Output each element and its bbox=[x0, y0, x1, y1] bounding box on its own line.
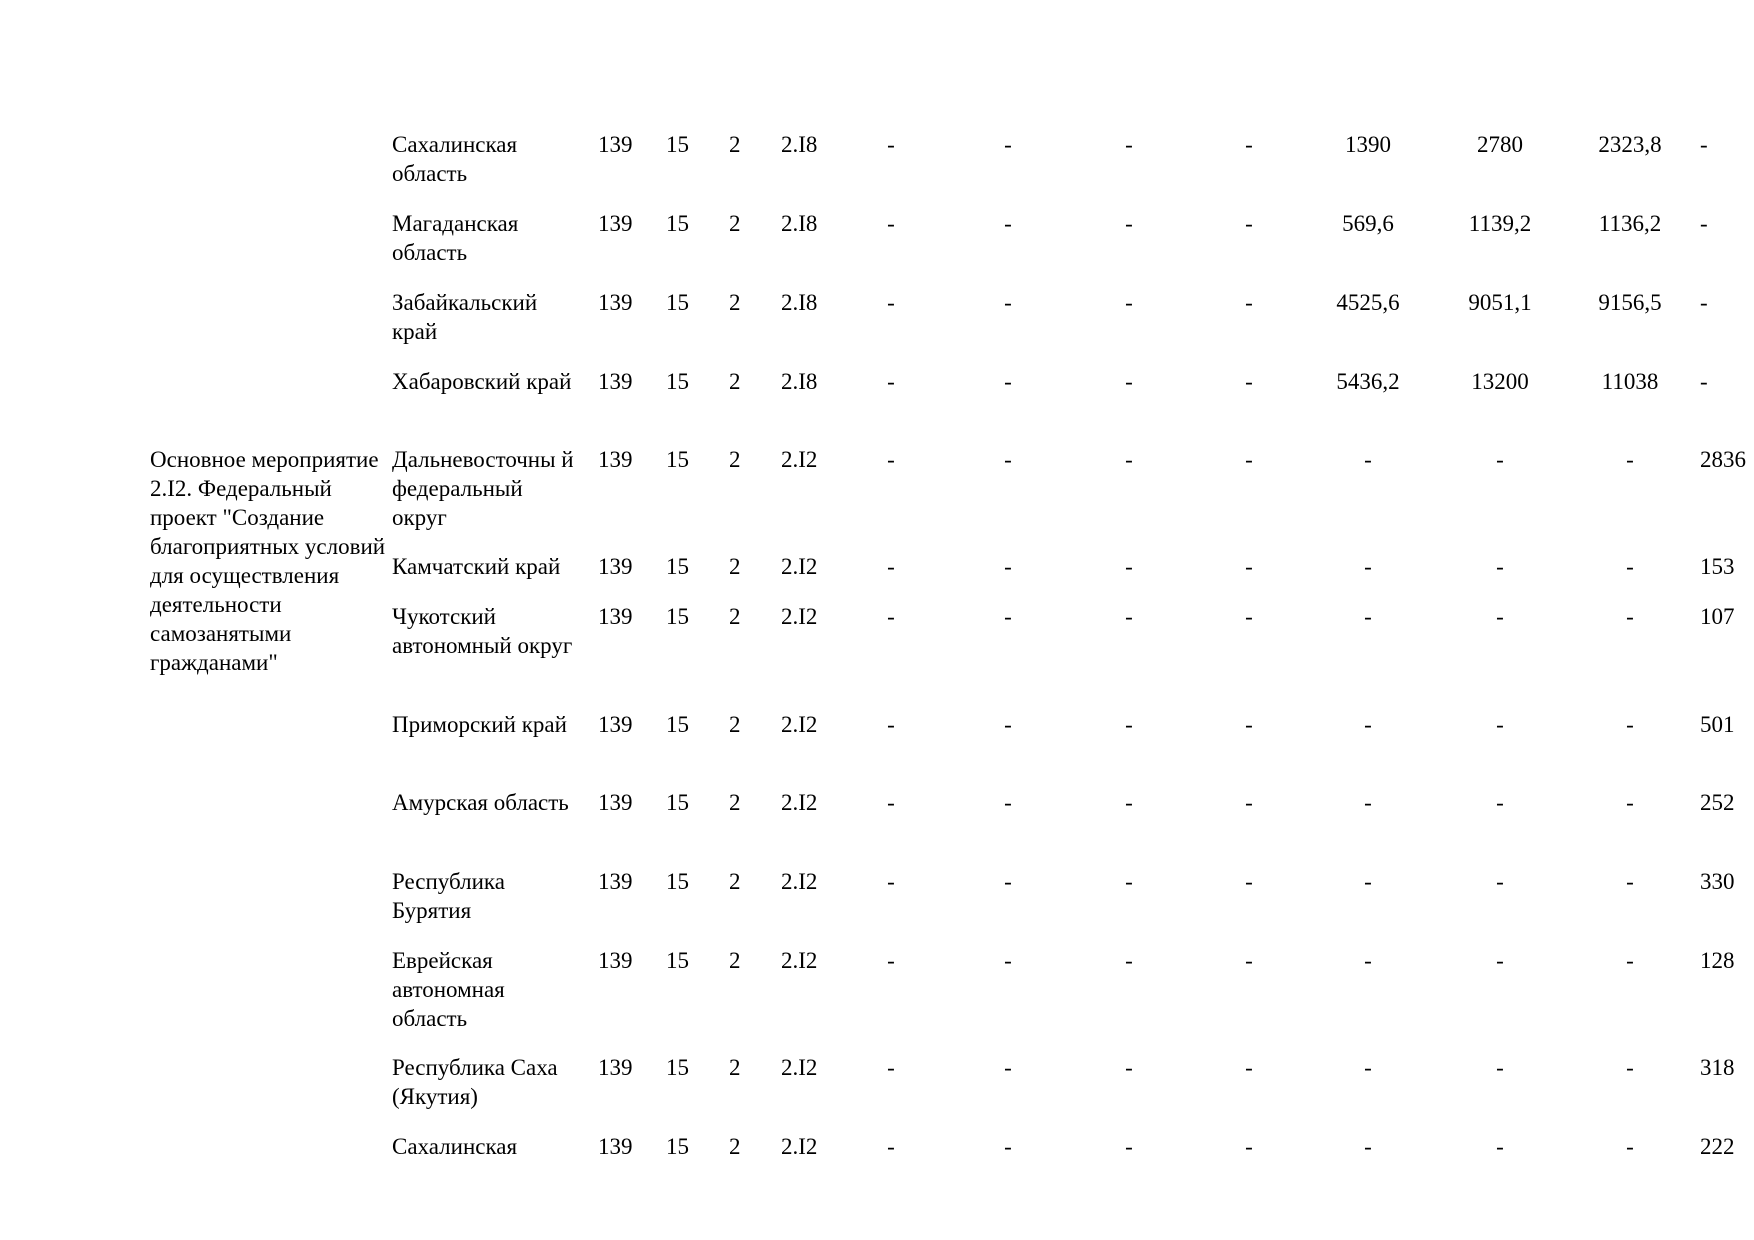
code-section: 15 bbox=[666, 554, 689, 579]
value-cell: - bbox=[1626, 869, 1634, 894]
value-cell: - bbox=[1004, 604, 1012, 629]
code-section: 15 bbox=[666, 869, 689, 894]
value-cell: - bbox=[887, 447, 895, 472]
value-cell: - bbox=[1496, 604, 1504, 629]
value-cell: - bbox=[1125, 604, 1133, 629]
value-cell: - bbox=[1364, 1055, 1372, 1080]
value-cell: 11038 bbox=[1601, 369, 1659, 394]
value-cell: - bbox=[1496, 712, 1504, 737]
value-cell: - bbox=[1004, 1055, 1012, 1080]
value-cell: - bbox=[1245, 790, 1253, 815]
value-cell: 252 bbox=[1700, 790, 1735, 815]
value-cell: - bbox=[1004, 132, 1012, 157]
value-cell: - bbox=[1626, 790, 1634, 815]
value-cell: - bbox=[1004, 790, 1012, 815]
value-cell: - bbox=[887, 290, 895, 315]
value-cell: - bbox=[1496, 948, 1504, 973]
code-activity: 2.I2 bbox=[781, 1055, 818, 1080]
code-section: 15 bbox=[666, 132, 689, 157]
value-cell: - bbox=[1125, 948, 1133, 973]
code-section: 15 bbox=[666, 211, 689, 236]
code-admin: 139 bbox=[598, 869, 633, 894]
region-name: Магаданская область bbox=[392, 211, 519, 265]
code-section: 15 bbox=[666, 948, 689, 973]
code-admin: 139 bbox=[598, 554, 633, 579]
value-cell: 13200 bbox=[1471, 369, 1529, 394]
value-cell: 107 bbox=[1700, 604, 1735, 629]
value-cell: - bbox=[1700, 290, 1708, 315]
value-cell: - bbox=[887, 369, 895, 394]
value-cell: - bbox=[1245, 1055, 1253, 1080]
code-admin: 139 bbox=[598, 447, 633, 472]
value-cell: - bbox=[1245, 1134, 1253, 1159]
code-program: 2 bbox=[729, 948, 741, 973]
value-cell: - bbox=[1364, 869, 1372, 894]
code-program: 2 bbox=[729, 869, 741, 894]
region-name: Приморский край bbox=[392, 712, 567, 737]
code-activity: 2.I8 bbox=[781, 369, 818, 394]
code-admin: 139 bbox=[598, 790, 633, 815]
code-activity: 2.I8 bbox=[781, 132, 818, 157]
value-cell: - bbox=[1125, 1055, 1133, 1080]
value-cell: - bbox=[1496, 869, 1504, 894]
value-cell: - bbox=[1245, 554, 1253, 579]
value-cell: - bbox=[1125, 554, 1133, 579]
region-name: Чукотский автономный округ bbox=[392, 604, 573, 658]
code-admin: 139 bbox=[598, 604, 633, 629]
value-cell: 501 bbox=[1700, 712, 1735, 737]
value-cell: - bbox=[1245, 712, 1253, 737]
value-cell: - bbox=[1125, 790, 1133, 815]
value-cell: - bbox=[887, 554, 895, 579]
value-cell: - bbox=[1004, 948, 1012, 973]
value-cell: - bbox=[1626, 1134, 1634, 1159]
value-cell: 222 bbox=[1700, 1134, 1735, 1159]
code-program: 2 bbox=[729, 604, 741, 629]
value-cell: - bbox=[1125, 132, 1133, 157]
value-cell: - bbox=[1364, 1134, 1372, 1159]
code-program: 2 bbox=[729, 211, 741, 236]
value-cell: - bbox=[1496, 1134, 1504, 1159]
code-program: 2 bbox=[729, 132, 741, 157]
value-cell: - bbox=[887, 1055, 895, 1080]
code-activity: 2.I2 bbox=[781, 948, 818, 973]
code-program: 2 bbox=[729, 369, 741, 394]
code-activity: 2.I2 bbox=[781, 554, 818, 579]
value-cell: - bbox=[1125, 447, 1133, 472]
value-cell: - bbox=[1496, 447, 1504, 472]
region-name: Еврейская автономная область bbox=[392, 948, 505, 1031]
value-cell: - bbox=[1364, 554, 1372, 579]
code-section: 15 bbox=[666, 290, 689, 315]
value-cell: - bbox=[887, 211, 895, 236]
region-name: Дальневосточны й федеральный округ bbox=[392, 447, 574, 530]
value-cell: - bbox=[1245, 290, 1253, 315]
value-cell: 2780 bbox=[1477, 132, 1523, 157]
value-cell: - bbox=[1626, 604, 1634, 629]
value-cell: - bbox=[887, 948, 895, 973]
value-cell: - bbox=[1364, 712, 1372, 737]
code-section: 15 bbox=[666, 712, 689, 737]
code-admin: 139 bbox=[598, 132, 633, 157]
value-cell: - bbox=[1125, 369, 1133, 394]
value-cell: 153 bbox=[1700, 554, 1735, 579]
value-cell: 569,6 bbox=[1342, 211, 1394, 236]
region-name: Сахалинская bbox=[392, 1134, 518, 1159]
code-program: 2 bbox=[729, 712, 741, 737]
value-cell: - bbox=[1496, 790, 1504, 815]
code-activity: 2.I2 bbox=[781, 869, 818, 894]
code-section: 15 bbox=[666, 790, 689, 815]
code-program: 2 bbox=[729, 1134, 741, 1159]
value-cell: - bbox=[1700, 369, 1708, 394]
region-name: Забайкальский край bbox=[392, 290, 538, 344]
value-cell: 9156,5 bbox=[1598, 290, 1662, 315]
region-name: Сахалинская область bbox=[392, 132, 518, 186]
value-cell: - bbox=[1004, 1134, 1012, 1159]
value-cell: - bbox=[1125, 1134, 1133, 1159]
value-cell: - bbox=[1626, 554, 1634, 579]
code-activity: 2.I2 bbox=[781, 1134, 818, 1159]
code-activity: 2.I8 bbox=[781, 211, 818, 236]
code-section: 15 bbox=[666, 369, 689, 394]
value-cell: - bbox=[887, 132, 895, 157]
code-section: 15 bbox=[666, 604, 689, 629]
value-cell: 318 bbox=[1700, 1055, 1735, 1080]
value-cell: - bbox=[1004, 369, 1012, 394]
code-activity: 2.I2 bbox=[781, 790, 818, 815]
value-cell: 9051,1 bbox=[1468, 290, 1532, 315]
value-cell: - bbox=[1364, 790, 1372, 815]
region-name: Амурская область bbox=[392, 790, 569, 815]
code-program: 2 bbox=[729, 554, 741, 579]
value-cell: - bbox=[1700, 211, 1708, 236]
value-cell: - bbox=[887, 790, 895, 815]
value-cell: - bbox=[1245, 132, 1253, 157]
value-cell: - bbox=[1626, 712, 1634, 737]
value-cell: 4525,6 bbox=[1336, 290, 1400, 315]
value-cell: - bbox=[1496, 1055, 1504, 1080]
value-cell: - bbox=[1496, 554, 1504, 579]
code-admin: 139 bbox=[598, 1134, 633, 1159]
value-cell: - bbox=[1004, 712, 1012, 737]
code-admin: 139 bbox=[598, 712, 633, 737]
value-cell: 1139,2 bbox=[1468, 211, 1532, 236]
value-cell: - bbox=[1245, 369, 1253, 394]
code-program: 2 bbox=[729, 447, 741, 472]
value-cell: 128 bbox=[1700, 948, 1735, 973]
value-cell: - bbox=[1364, 447, 1372, 472]
code-admin: 139 bbox=[598, 290, 633, 315]
value-cell: - bbox=[1700, 132, 1708, 157]
value-cell: - bbox=[1626, 1055, 1634, 1080]
value-cell: - bbox=[1626, 447, 1634, 472]
value-cell: - bbox=[1245, 447, 1253, 472]
code-admin: 139 bbox=[598, 369, 633, 394]
value-cell: - bbox=[1125, 290, 1133, 315]
code-program: 2 bbox=[729, 290, 741, 315]
value-cell: - bbox=[887, 1134, 895, 1159]
value-cell: 1390 bbox=[1345, 132, 1391, 157]
value-cell: - bbox=[1245, 869, 1253, 894]
region-name: Республика Бурятия bbox=[392, 869, 505, 923]
value-cell: - bbox=[887, 712, 895, 737]
code-admin: 139 bbox=[598, 948, 633, 973]
value-cell: - bbox=[1004, 211, 1012, 236]
value-cell: - bbox=[1364, 948, 1372, 973]
code-activity: 2.I2 bbox=[781, 447, 818, 472]
value-cell: - bbox=[1004, 554, 1012, 579]
region-name: Камчатский край bbox=[392, 554, 561, 579]
value-cell: - bbox=[1245, 604, 1253, 629]
value-cell: - bbox=[1245, 211, 1253, 236]
value-cell: 330 bbox=[1700, 869, 1735, 894]
value-cell: - bbox=[1626, 948, 1634, 973]
value-cell: - bbox=[1245, 948, 1253, 973]
value-cell: 2836 bbox=[1700, 447, 1746, 472]
value-cell: - bbox=[1364, 604, 1372, 629]
code-section: 15 bbox=[666, 447, 689, 472]
value-cell: - bbox=[1125, 712, 1133, 737]
code-activity: 2.I8 bbox=[781, 290, 818, 315]
code-activity: 2.I2 bbox=[781, 712, 818, 737]
code-activity: 2.I2 bbox=[781, 604, 818, 629]
value-cell: 1136,2 bbox=[1598, 211, 1662, 236]
value-cell: - bbox=[887, 604, 895, 629]
value-cell: 5436,2 bbox=[1336, 369, 1400, 394]
value-cell: - bbox=[1125, 869, 1133, 894]
value-cell: - bbox=[1004, 290, 1012, 315]
code-program: 2 bbox=[729, 790, 741, 815]
code-admin: 139 bbox=[598, 1055, 633, 1080]
value-cell: - bbox=[887, 869, 895, 894]
region-name: Хабаровский край bbox=[392, 369, 572, 394]
code-section: 15 bbox=[666, 1055, 689, 1080]
code-section: 15 bbox=[666, 1134, 689, 1159]
value-cell: 2323,8 bbox=[1598, 132, 1662, 157]
activity-label: Основное мероприятие 2.I2. Федеральный проект "Создание благоприятных условий для осуществления деятельности самозанятыми гражданами" bbox=[150, 447, 386, 675]
code-admin: 139 bbox=[598, 211, 633, 236]
value-cell: - bbox=[1004, 447, 1012, 472]
value-cell: - bbox=[1125, 211, 1133, 236]
code-program: 2 bbox=[729, 1055, 741, 1080]
region-name: Республика Саха (Якутия) bbox=[392, 1055, 558, 1109]
value-cell: - bbox=[1004, 869, 1012, 894]
